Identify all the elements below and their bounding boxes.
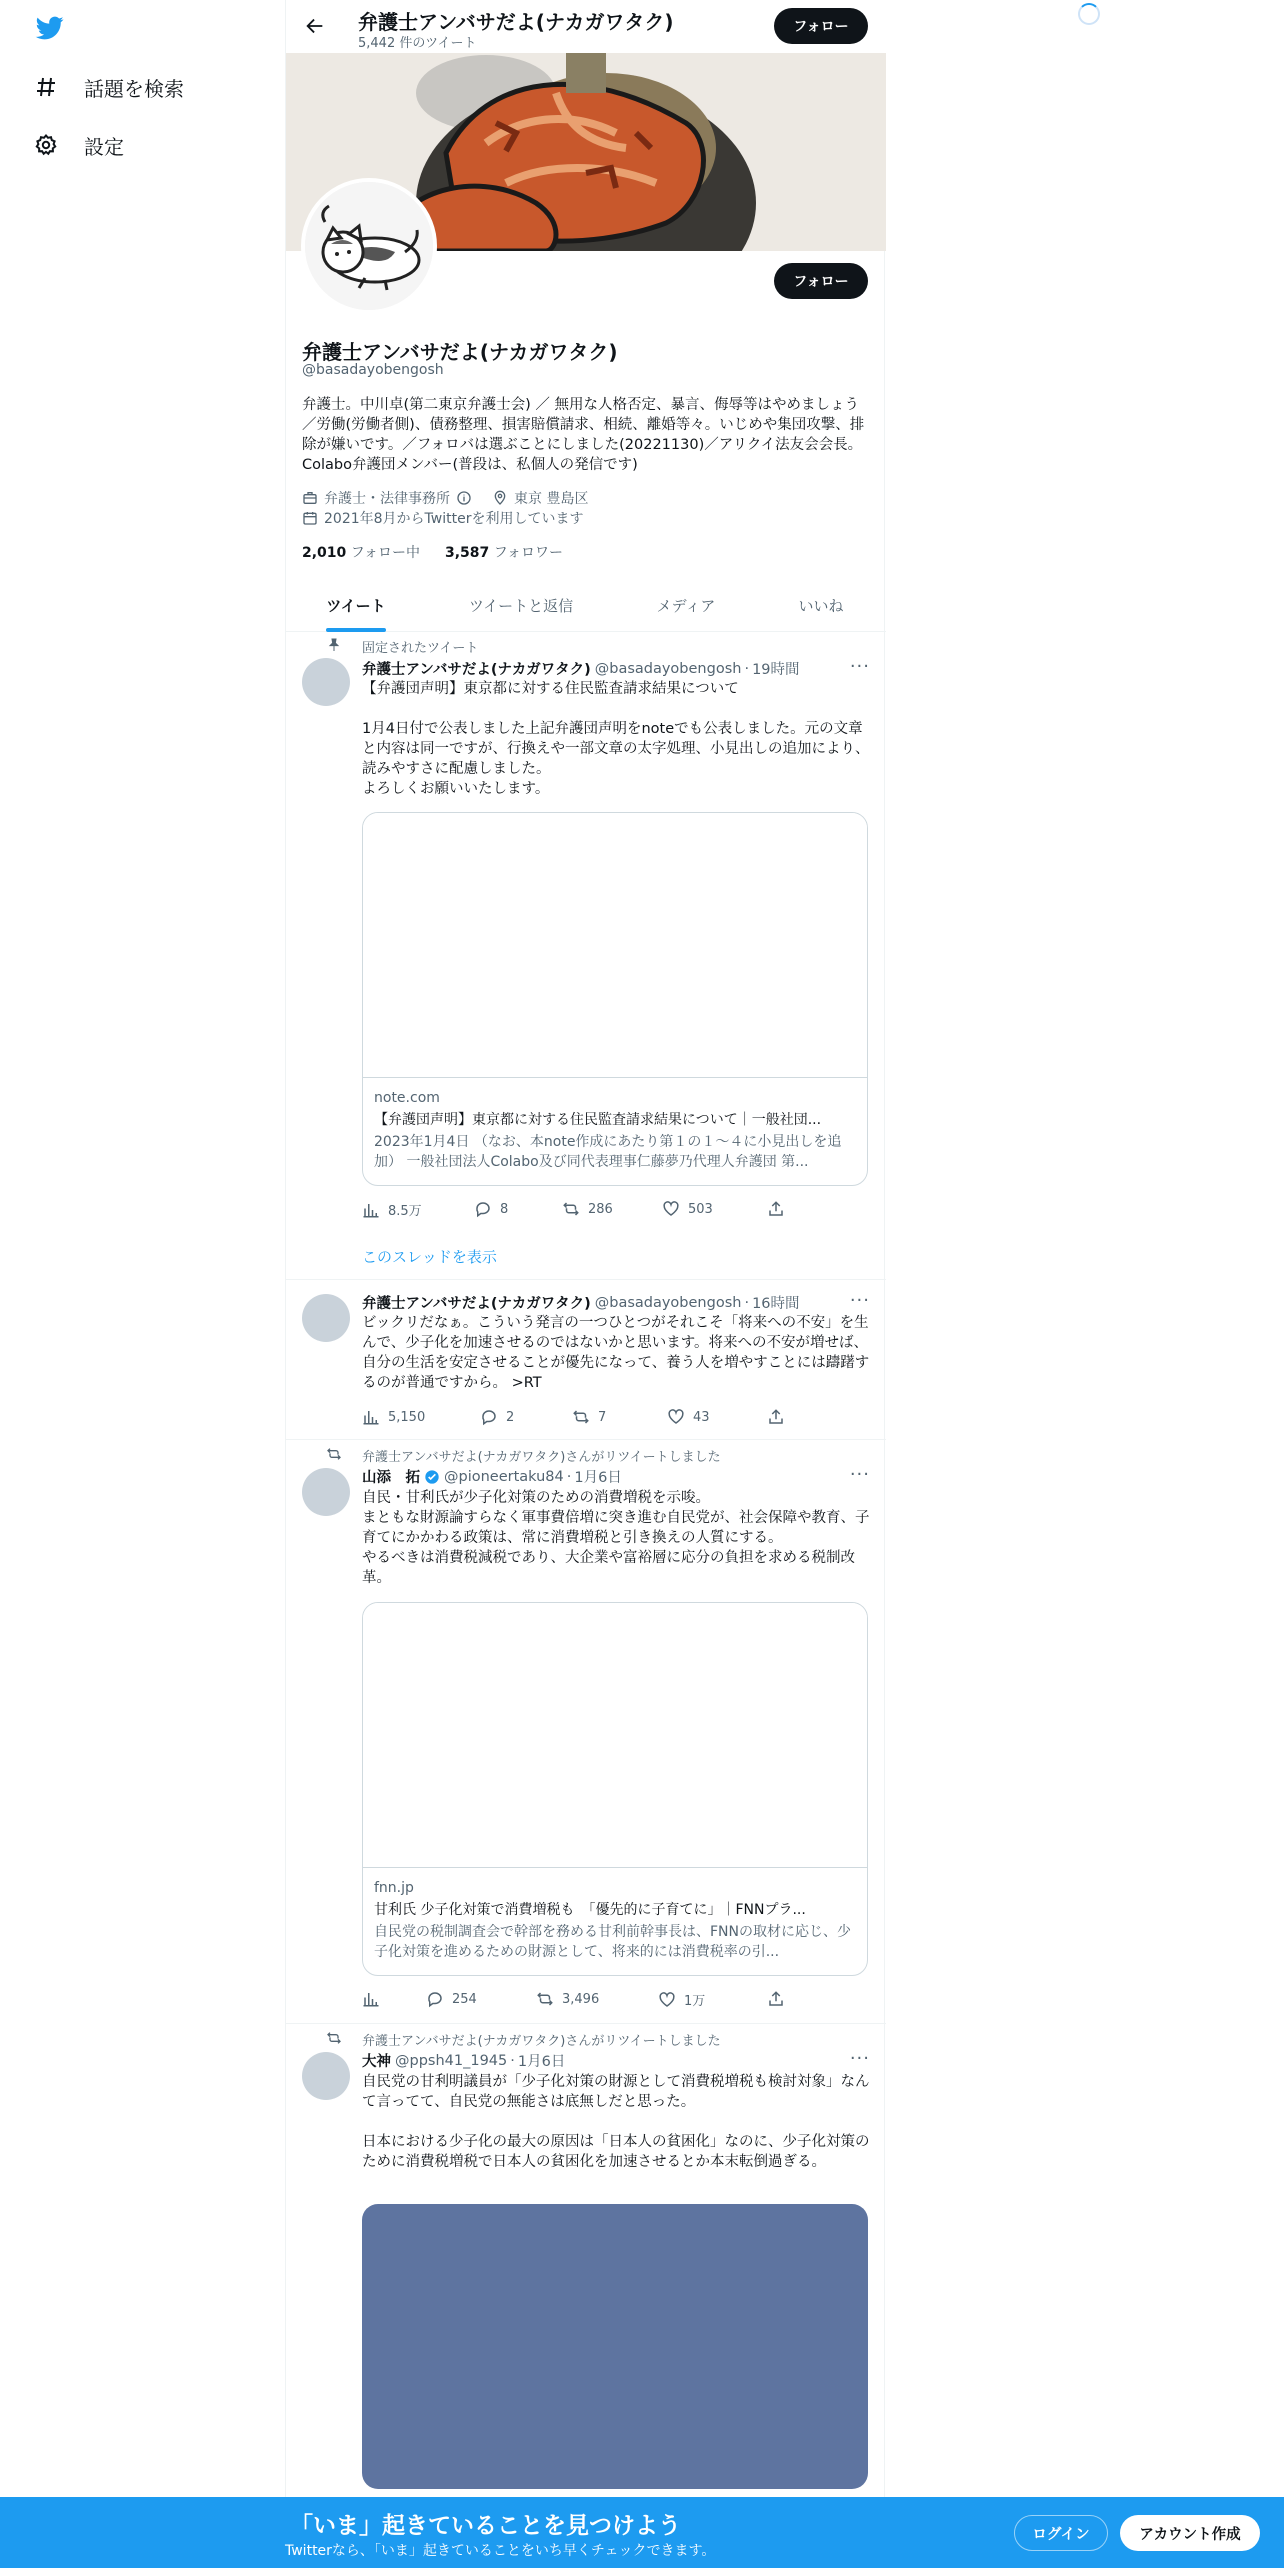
tweet-text: 【弁護団声明】東京都に対する住民監査請求結果について 1月4日付で公表しました上記弁護団声明をnoteでも公表しました。元の文章と内容は同一ですが、行換えや一部文章の太字処理、小見出しの追加により、読みやすさに配慮しました。 よろしくお願いいたします。 bbox=[362, 681, 870, 797]
profile-joined-row bbox=[302, 508, 583, 528]
card-description: 2023年1月4日 （なお、本note作成にあたり第１の１～４に小見出しを追加） 一般社団法人Colabo及び同代表理事仁藤夢乃代理人弁護団 第... bbox=[374, 1134, 842, 1170]
profile-category: 弁護士・法律事務所 bbox=[324, 491, 450, 507]
analytics-icon bbox=[362, 1201, 380, 1219]
signup-prompt-bar bbox=[0, 2497, 1284, 2568]
prompt-subtitle: Twitterなら、「いま」起きていることをいち早くチェックできます。 bbox=[285, 2543, 716, 2559]
tweet-item[interactable] bbox=[286, 1440, 886, 2024]
views-button[interactable] bbox=[362, 1990, 380, 2008]
views-button[interactable] bbox=[362, 1408, 425, 1426]
follow-counts bbox=[302, 542, 563, 562]
author-name[interactable]: 大神 bbox=[362, 2054, 391, 2070]
heart-icon bbox=[658, 1991, 676, 2009]
followers-label: フォロワー bbox=[493, 545, 564, 561]
more-options-icon[interactable]: ··· bbox=[849, 1290, 870, 1311]
header-follow-button[interactable]: フォロー bbox=[774, 8, 868, 44]
retweet-context-icon bbox=[326, 2030, 342, 2046]
more-options-icon[interactable]: ··· bbox=[849, 1464, 870, 1485]
reply-button[interactable] bbox=[480, 1408, 514, 1426]
info-icon[interactable] bbox=[456, 490, 472, 506]
tweet-author-line: 弁護士アンバサだよ(ナカガワタク) @basadayobengosh · 16時間 bbox=[362, 1292, 800, 1313]
loading-spinner-icon bbox=[1078, 3, 1100, 25]
tweet-text: 自民・甘利氏が少子化対策のための消費増税を示唆。 まともな財源論すらなく軍事費倍増に突き進む自民党が、社会保障や教育、子育てにかかわる政策は、常に消費増税と引き換えの人質にする。 やるべきは消費税減税であり、大企業や富裕層に応分の負担を求める税制改革。 bbox=[362, 1490, 870, 1586]
tweet-time[interactable]: 16時間 bbox=[752, 1296, 800, 1312]
calendar-icon bbox=[302, 510, 318, 526]
reply-icon bbox=[480, 1408, 498, 1426]
hashtag-icon bbox=[34, 75, 58, 99]
author-handle[interactable]: @basadayobengosh bbox=[594, 1294, 742, 1311]
tweet-text: ビックリだなぁ。こういう発言の一つひとつがそれこそ「将来への不安」を生んで、少子化を加速させるのではないかと思います。将来への不安が増せば、自分の生活を安定させることが優先になって、養う人を増やすことには躊躇するのが普通ですから。 >RT bbox=[362, 1315, 870, 1391]
tab-tweets[interactable] bbox=[286, 578, 426, 632]
profile-handle: @basadayobengosh bbox=[302, 362, 444, 378]
nav-settings-label: 設定 bbox=[84, 134, 124, 159]
profile-name: 弁護士アンバサだよ(ナカガワタク) bbox=[302, 340, 618, 364]
nav-settings[interactable] bbox=[34, 125, 124, 165]
share-button[interactable] bbox=[767, 1408, 785, 1426]
tweet-media-image[interactable] bbox=[362, 2204, 868, 2489]
briefcase-icon bbox=[302, 490, 318, 506]
following-link[interactable] bbox=[302, 545, 420, 561]
profile-column bbox=[285, 0, 885, 2568]
more-options-icon[interactable]: ··· bbox=[849, 656, 870, 677]
profile-follow-button[interactable]: フォロー bbox=[774, 263, 868, 299]
card-title: 甘利氏 少子化対策で消費増税も 「優先的に子育てに」｜FNNプラ... bbox=[374, 1902, 806, 1918]
tweet-actions bbox=[362, 1200, 782, 1220]
retweeted-by-label[interactable]: 弁護士アンバサだよ(ナカガワタク)さんがリツイートしました bbox=[362, 2034, 721, 2049]
views-count: 8.5万 bbox=[388, 1204, 422, 1219]
tweet-time[interactable]: 1月6日 bbox=[517, 2054, 566, 2070]
reply-count: 254 bbox=[452, 1991, 477, 2007]
gear-icon bbox=[34, 133, 58, 157]
location-pin-icon bbox=[492, 490, 508, 506]
heart-icon bbox=[667, 1408, 685, 1426]
reply-button[interactable] bbox=[426, 1990, 477, 2008]
avatar[interactable] bbox=[302, 1468, 350, 1516]
like-button[interactable] bbox=[658, 1990, 705, 2009]
author-name[interactable]: 山添 拓 bbox=[362, 1470, 420, 1486]
like-count: 1万 bbox=[684, 1994, 706, 2009]
header-profile-name: 弁護士アンバサだよ(ナカガワタク) bbox=[358, 10, 674, 34]
left-nav bbox=[0, 0, 284, 2568]
author-handle[interactable]: @pioneertaku84 bbox=[444, 1468, 564, 1485]
profile-location: 東京 豊島区 bbox=[514, 491, 589, 507]
show-thread-link[interactable]: このスレッドを表示 bbox=[362, 1248, 497, 1266]
tweet-actions bbox=[362, 1408, 782, 1428]
back-arrow-icon[interactable] bbox=[304, 15, 326, 37]
avatar[interactable] bbox=[302, 658, 350, 706]
tweet-actions bbox=[362, 1990, 782, 2010]
reply-button[interactable] bbox=[474, 1200, 508, 1218]
profile-avatar[interactable] bbox=[301, 178, 437, 314]
tweet-item[interactable] bbox=[286, 632, 886, 1280]
author-name[interactable]: 弁護士アンバサだよ(ナカガワタク) bbox=[362, 1296, 591, 1312]
nav-explore[interactable] bbox=[34, 67, 184, 107]
pinned-label: 固定されたツイート bbox=[362, 641, 479, 656]
header-tweet-count: 5,442 件のツイート bbox=[358, 36, 477, 51]
link-card[interactable] bbox=[362, 812, 868, 1186]
profile-tabs bbox=[286, 578, 886, 632]
tab-media-label: メディア bbox=[656, 596, 716, 615]
author-handle[interactable]: @ppsh41_1945 bbox=[395, 2052, 508, 2069]
tweet-author-line: 弁護士アンバサだよ(ナカガワタク) @basadayobengosh · 19時間 bbox=[362, 658, 800, 679]
tab-replies[interactable] bbox=[426, 578, 616, 632]
heart-icon bbox=[662, 1200, 680, 1218]
tweet-time[interactable]: 1月6日 bbox=[574, 1470, 622, 1486]
reply-icon bbox=[426, 1990, 444, 2008]
prompt-title: 「いま」起きていることを見つけよう bbox=[290, 2513, 681, 2539]
pin-icon bbox=[326, 637, 342, 653]
card-domain: fnn.jp bbox=[374, 1880, 414, 1896]
profile-bio: 弁護士。中川卓(第二東京弁護士会) ／ 無用な人格否定、暴言、侮辱等はやめましょう／労働(労働者側)、債務整理、損害賠償請求、相続、離婚等々。いじめや集団攻撃、排除が嫌いです。／フォロバは選ぶことにしました(20221130)／アリクイ法友会会長。Colabo弁護団メンバー(普段は、私個人の発信です) bbox=[302, 397, 865, 473]
like-button[interactable] bbox=[667, 1408, 710, 1426]
retweet-button[interactable] bbox=[562, 1200, 613, 1218]
avatar[interactable] bbox=[302, 2052, 350, 2100]
analytics-icon bbox=[362, 1990, 380, 2008]
tab-tweets-label: ツイート bbox=[326, 596, 386, 615]
cat-avatar-illustration bbox=[305, 182, 433, 310]
share-button[interactable] bbox=[767, 1200, 785, 1218]
tweet-author-line: 大神 @ppsh41_1945 · 1月6日 bbox=[362, 2050, 565, 2071]
card-image bbox=[363, 813, 867, 1078]
link-card[interactable] bbox=[362, 1602, 868, 1976]
followers-link[interactable] bbox=[445, 545, 563, 561]
tweet-text: 自民党の甘利明議員が「少子化対策の財源として消費税増税も検討対象」なんて言ってて、自民党の無能さは底無しだと思った。 日本における少子化の最大の原因は「日本人の貧困化」なのに、少子化対策のために消費税増税で日本人の貧困化を加速させるとか本末転倒過ぎる。 bbox=[362, 2074, 870, 2170]
tweet-author-line: 山添 拓 @pioneertaku84 · 1月6日 bbox=[362, 1466, 622, 1487]
views-count: 5,150 bbox=[388, 1409, 426, 1425]
avatar[interactable] bbox=[302, 1294, 350, 1342]
tweet-item[interactable] bbox=[286, 1280, 886, 1440]
share-icon bbox=[767, 1200, 785, 1218]
share-button[interactable] bbox=[767, 1990, 785, 2008]
card-domain: note.com bbox=[374, 1090, 440, 1106]
profile-joined: 2021年8月からTwitterを利用しています bbox=[324, 511, 584, 527]
followers-count: 3,587 bbox=[444, 545, 490, 561]
retweet-count: 7 bbox=[598, 1409, 607, 1425]
following-label: フォロー中 bbox=[350, 545, 421, 561]
reply-icon bbox=[474, 1200, 492, 1218]
following-count: 2,010 bbox=[302, 545, 347, 561]
card-title: 【弁護団声明】東京都に対する住民監査請求結果について｜一般社団... bbox=[374, 1112, 822, 1128]
tweet-item[interactable] bbox=[286, 2024, 886, 2568]
retweet-icon bbox=[562, 1200, 580, 1218]
like-count: 43 bbox=[693, 1409, 710, 1425]
reply-count: 2 bbox=[506, 1409, 515, 1425]
tab-replies-label: ツイートと返信 bbox=[468, 596, 574, 615]
tweet-time[interactable]: 19時間 bbox=[752, 662, 800, 678]
author-name[interactable]: 弁護士アンバサだよ(ナカガワタク) bbox=[362, 662, 591, 678]
analytics-icon bbox=[362, 1408, 380, 1426]
card-image bbox=[363, 1603, 867, 1868]
share-icon bbox=[767, 1408, 785, 1426]
nav-explore-label: 話題を検索 bbox=[84, 76, 184, 101]
tab-likes[interactable] bbox=[756, 578, 886, 632]
like-button[interactable] bbox=[662, 1200, 713, 1218]
login-button[interactable]: ログイン bbox=[1014, 2515, 1108, 2551]
retweet-button[interactable] bbox=[536, 1990, 599, 2008]
twitter-logo-icon[interactable] bbox=[34, 14, 66, 42]
profile-header-bar bbox=[286, 0, 886, 53]
verified-badge-icon bbox=[424, 1469, 440, 1485]
card-description: 自民党の税制調査会で幹部を務める甘利前幹事長は、FNNの取材に応じ、少子化対策を進めるための財源として、将来的には消費税率の引... bbox=[374, 1924, 851, 1960]
retweet-icon bbox=[536, 1990, 554, 2008]
retweet-icon bbox=[572, 1408, 590, 1426]
retweeted-by-label[interactable]: 弁護士アンバサだよ(ナカガワタク)さんがリツイートしました bbox=[362, 1450, 721, 1465]
signup-button[interactable]: アカウント作成 bbox=[1120, 2515, 1260, 2551]
retweet-count: 3,496 bbox=[562, 1991, 600, 2007]
tab-media[interactable] bbox=[616, 578, 756, 632]
share-icon bbox=[767, 1990, 785, 2008]
like-count: 503 bbox=[688, 1201, 713, 1217]
retweet-context-icon bbox=[326, 1446, 342, 1462]
profile-meta-row bbox=[302, 488, 588, 508]
retweet-button[interactable] bbox=[572, 1408, 606, 1426]
reply-count: 8 bbox=[500, 1201, 509, 1217]
more-options-icon[interactable]: ··· bbox=[849, 2048, 870, 2069]
retweet-count: 286 bbox=[588, 1201, 613, 1217]
author-handle[interactable]: @basadayobengosh bbox=[594, 660, 742, 677]
views-button[interactable] bbox=[362, 1200, 422, 1219]
tab-likes-label: いいね bbox=[798, 596, 844, 615]
